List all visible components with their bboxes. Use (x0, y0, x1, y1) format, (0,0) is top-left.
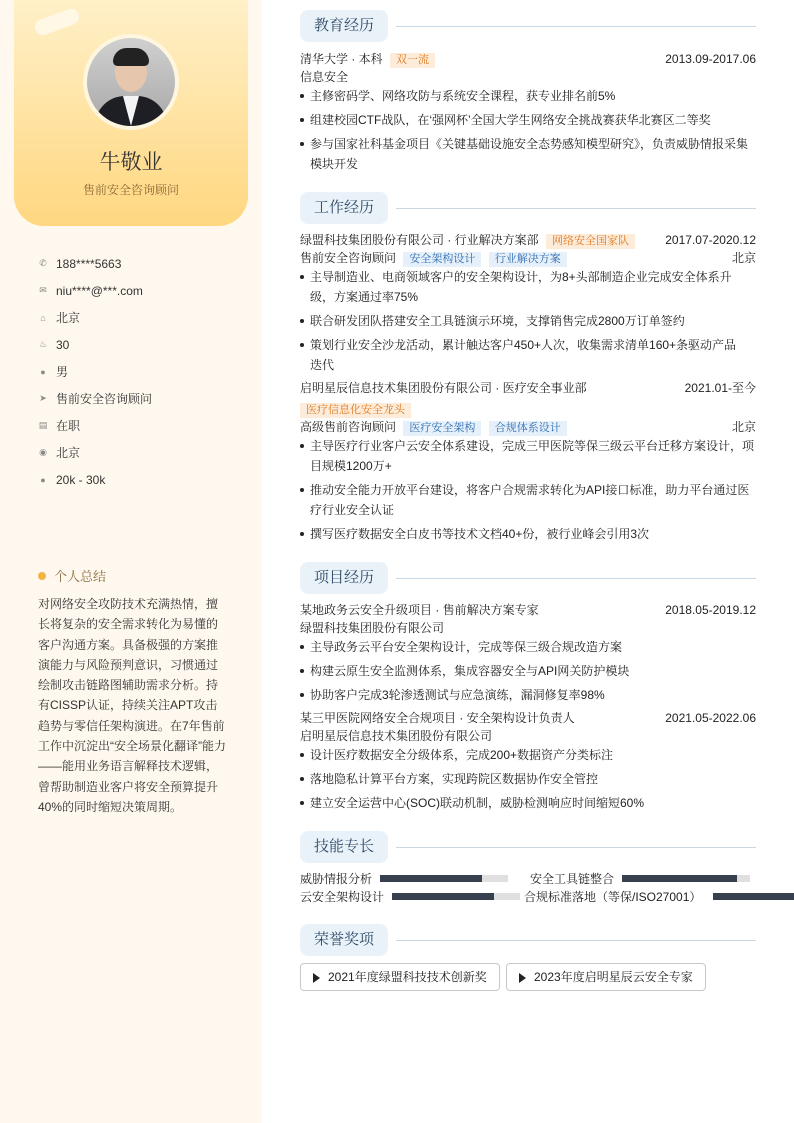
sidebar (0, 0, 262, 1123)
skill-bar (622, 875, 750, 882)
project-org-name: 启明星辰信息技术集团股份有限公司 (300, 729, 493, 743)
dot-icon (38, 572, 46, 580)
project-org (300, 727, 756, 745)
contact-info (38, 250, 248, 493)
info-text: 北京 (56, 311, 81, 325)
list-item: 主修密码学、网络攻防与系统安全课程，获专业排名前5% (300, 86, 756, 106)
education-major (300, 68, 756, 86)
candidate-role: 售前安全咨询顾问 (82, 183, 179, 197)
education-period: 2013.09-2017.06 (665, 52, 756, 66)
project-header (300, 601, 756, 619)
award-badge (300, 963, 500, 991)
major-name: 信息安全 (300, 70, 349, 84)
job-position: 售前安全咨询顾问 (300, 251, 397, 265)
section-title: 教育经历 (300, 10, 388, 42)
job-period: 2017.07-2020.12 (665, 233, 756, 247)
divider (396, 847, 756, 848)
info-home (38, 304, 248, 331)
job-header (300, 379, 756, 397)
summary-title: 个人总结 (54, 569, 107, 584)
skill-name: 安全工具链整合 (530, 872, 615, 886)
cake-icon: ♨ (38, 339, 48, 349)
home-icon: ⌂ (40, 312, 46, 323)
skill-bar (392, 893, 520, 900)
list-item: 协助客户完成3轮渗透测试与应急演练，漏洞修复率98% (300, 685, 756, 705)
divider (396, 208, 756, 209)
education-header (300, 50, 756, 68)
job-city: 北京 (731, 251, 756, 265)
gender-icon: ● (40, 366, 46, 377)
info-status (38, 412, 248, 439)
info-text: 30 (56, 337, 70, 352)
school-tag: 双一流 (390, 53, 435, 68)
section-title: 项目经历 (300, 562, 388, 594)
info-text: 在职 (56, 419, 81, 433)
project-bullets (300, 745, 756, 817)
decorative-pill (33, 7, 82, 38)
info-text: 20k - 30k (56, 472, 106, 487)
info-text: 北京 (56, 446, 81, 460)
job-bullets (300, 267, 740, 379)
company-name: 绿盟科技集团股份有限公司 · 行业解决方案部 (300, 233, 539, 247)
job-position-row (300, 249, 756, 267)
info-email (38, 277, 248, 304)
avatar-ring (83, 34, 179, 130)
location-pin-icon: ◉ (39, 447, 47, 457)
list-item: 参与国家社科基金项目《关键基础设施安全态势感知模型研究》，负责威胁情报采集模块开发 (300, 134, 756, 174)
job-position-row (300, 418, 756, 436)
list-item: 建立安全运营中心(SOC)联动机制，威胁检测响应时间缩短60% (300, 793, 756, 813)
skill-bar-fill (713, 893, 794, 900)
mail-icon: ✉ (39, 285, 47, 295)
section-projects (300, 562, 756, 594)
section-title: 工作经历 (300, 192, 388, 224)
position-tag: 合规体系设计 (489, 421, 567, 436)
list-item: 设计医疗数据安全分级体系，完成200+数据资产分类标注 (300, 745, 756, 765)
job-city: 北京 (731, 420, 756, 434)
list-item: 撰写医疗数据安全白皮书等技术文档40+份，被行业峰会引用3次 (300, 524, 756, 544)
section-education (300, 10, 756, 42)
section-title: 荣誉奖项 (300, 924, 388, 956)
candidate-name: 牛敬业 (99, 151, 163, 174)
list-item: 主导医疗行业客户云安全体系建设，完成三甲医院等保三级云平台迁移方案设计，项目规模1200万+ (300, 436, 756, 476)
info-target-role (38, 385, 248, 412)
project-org (300, 619, 756, 637)
play-icon (313, 973, 320, 983)
section-work (300, 192, 756, 224)
company-tag: 医疗信息化安全龙头 (300, 403, 411, 418)
company-tag: 网络安全国家队 (546, 234, 635, 249)
divider (396, 578, 756, 579)
skill-bar-fill (392, 893, 494, 900)
list-item: 组建校园CTF战队，在‘强网杯’全国大学生网络安全挑战赛获华北赛区二等奖 (300, 110, 756, 130)
section-awards (300, 924, 756, 956)
list-item: 构建云原生安全监测体系，集成容器安全与API网关防护模块 (300, 661, 756, 681)
play-icon (519, 973, 526, 983)
salary-icon: ● (40, 474, 46, 485)
info-text: 188****5663 (56, 256, 122, 271)
project-period: 2018.05-2019.12 (665, 603, 756, 617)
skill-bar (380, 875, 508, 882)
skill-name: 合规标准落地（等保/ISO27001） (524, 890, 702, 904)
list-item: 策划行业安全沙龙活动，累计触达客户450+人次，收集需求清单160+条驱动产品迭代 (300, 335, 740, 375)
project-period: 2021.05-2022.06 (665, 711, 756, 725)
project-name: 某三甲医院网络安全合规项目 · 安全架构设计负责人 (300, 711, 575, 725)
divider (396, 940, 756, 941)
job-bullets (300, 436, 756, 548)
position-tag: 行业解决方案 (489, 252, 567, 267)
project-bullets (300, 637, 756, 709)
position-tag: 安全架构设计 (403, 252, 481, 267)
project-header (300, 709, 756, 727)
list-item: 主导制造业、电商领域客户的安全架构设计，为8+头部制造企业完成安全体系升级，方案通过率75% (300, 267, 740, 307)
divider (396, 26, 756, 27)
project-name: 某地政务云安全升级项目 · 售前解决方案专家 (300, 603, 539, 617)
info-text: 售前安全咨询顾问 (56, 392, 153, 406)
school-name: 清华大学 · 本科 (300, 52, 383, 66)
info-age (38, 331, 248, 358)
award-label: 2021年度绿盟科技技术创新奖 (328, 970, 487, 984)
company-tag-row (300, 400, 756, 418)
skill-bar-fill (622, 875, 737, 882)
section-skills (300, 831, 756, 863)
job-header (300, 231, 756, 249)
info-text: niu****@***.com (56, 283, 143, 298)
list-item: 主导政务云平台安全架构设计，完成等保三级合规改造方案 (300, 637, 756, 657)
list-item: 落地隐私计算平台方案，实现跨院区数据协作安全管控 (300, 769, 756, 789)
section-title: 技能专长 (300, 831, 388, 863)
award-label: 2023年度启明星辰云安全专家 (534, 970, 693, 984)
info-phone (38, 250, 248, 277)
award-badge (506, 963, 706, 991)
avatar (87, 38, 175, 126)
skill-name: 云安全架构设计 (300, 890, 385, 904)
send-icon: ➤ (39, 393, 47, 403)
skill-bar-fill (380, 875, 482, 882)
info-salary (38, 466, 248, 493)
inbox-icon: ▤ (38, 420, 48, 430)
summary-text: 对网络安全攻防技术充满热情，擅长将复杂的安全需求转化为易懂的客户沟通方案。具备极强的方案推演能力与风险预判意识，习惯通过绘制攻击链路图辅助需求分析。持有CISSP认证，持续关注APT攻击趋势与零信任架构演进。在7年售前工作中沉淀出“安全场景化翻译”能力——能用业务语言解释技术逻辑，曾帮助制造业客户将安全预算提升40%的同时缩短决策周期。 (38, 597, 226, 814)
project-org-name: 绿盟科技集团股份有限公司 (300, 621, 445, 635)
job-period: 2021.01-至今 (684, 381, 756, 395)
education-bullets (300, 86, 756, 178)
company-name: 启明星辰信息技术集团股份有限公司 · 医疗安全事业部 (300, 381, 587, 395)
list-item: 联合研发团队搭建安全工具链演示环境，支撑销售完成2800万订单签约 (300, 311, 740, 331)
info-location (38, 439, 248, 466)
list-item: 推动安全能力开放平台建设，将客户合规需求转化为API接口标准，助力平台通过医疗行业安全认证 (300, 480, 756, 520)
skill-name: 威胁情报分析 (300, 872, 373, 886)
info-text: 男 (56, 365, 69, 379)
position-tag: 医疗安全架构 (403, 421, 481, 436)
info-gender (38, 358, 248, 385)
skill-bar (713, 893, 794, 900)
job-position: 高级售前咨询顾问 (300, 420, 397, 434)
phone-icon: ✆ (39, 258, 47, 268)
summary-heading (38, 566, 106, 585)
